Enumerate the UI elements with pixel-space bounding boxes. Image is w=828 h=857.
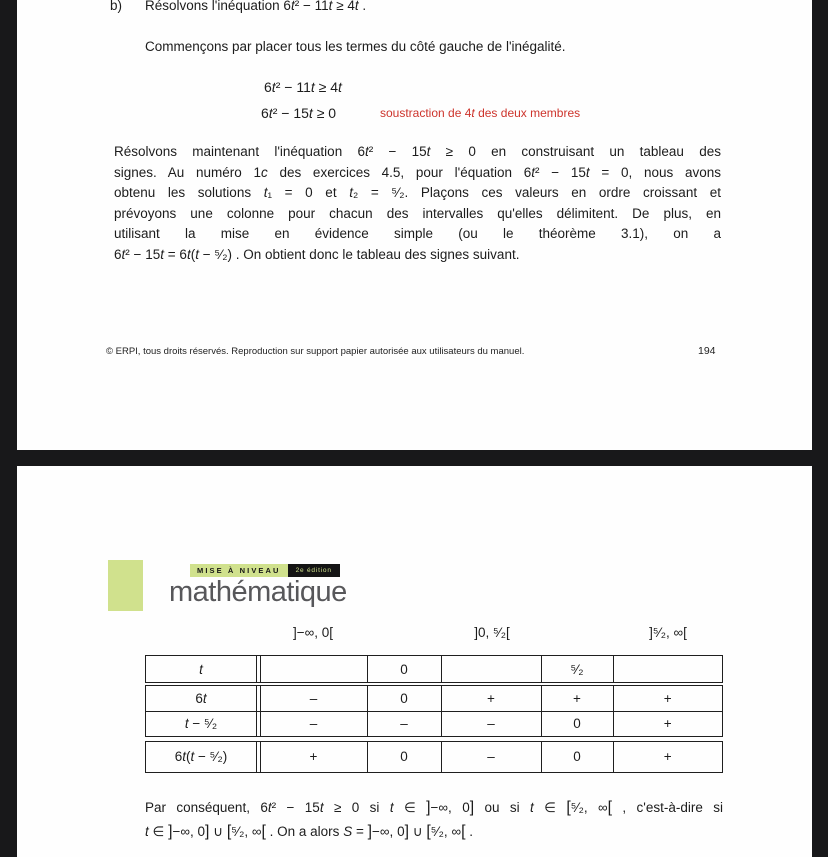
interval-header-row [145, 625, 723, 649]
sign-cell: + [613, 742, 723, 772]
text-segment: signes. Au numéro 1 [114, 164, 261, 180]
text-segment: prévoyons une colonne pour chacun des intervalles qu'elles délimitent. De plus, en [114, 205, 721, 221]
sign-cell: 0 [541, 742, 613, 772]
paragraph-line [114, 183, 721, 204]
copyright-text: © ERPI, tous droits réservés. Reproduction sur support papier autorisée aux utilisateurs du manuel. [106, 346, 525, 357]
sign-table-row [145, 741, 723, 773]
interval-label: ]0, ⁵⁄₂[ [474, 625, 510, 640]
math-segment: 6t² − 15t = 6t(t − ⁵⁄₂) [114, 246, 233, 262]
sign-cell [260, 656, 367, 682]
math-segment: t ∈ ]−∞, 0] [389, 799, 475, 816]
equation-annotation [380, 105, 580, 122]
math-segment: 6t² − 11t ≥ 4t [264, 79, 342, 95]
text-segment: Résolvons l'inéquation [145, 0, 284, 13]
pdf-page-2 [17, 466, 812, 857]
text-segment: . On a alors [265, 824, 344, 839]
sign-cell: – [367, 712, 441, 736]
pdf-page-1 [17, 0, 812, 450]
math-segment: t − ⁵⁄₂ [184, 716, 218, 732]
math-segment: S = ]−∞, 0] ∪ [⁵⁄₂, ∞[ [343, 823, 466, 840]
interval-label: ]⁵⁄₂, ∞[ [649, 625, 687, 640]
math-segment: t₁ = 0 [263, 185, 313, 200]
sign-cell: – [260, 712, 367, 736]
intro-line [145, 0, 366, 16]
math-segment: 6t² − 15t ≥ 0 [260, 800, 360, 815]
sign-cell: 0 [541, 712, 613, 736]
logo-title: mathématique [169, 576, 347, 608]
logo-edition-badge: 2e édition [288, 564, 340, 577]
paragraph-line [145, 820, 723, 844]
math-segment: 4t [464, 106, 475, 120]
text-segment: des deux membres [474, 106, 581, 120]
row-label [146, 686, 257, 711]
sign-table [145, 655, 723, 773]
paragraph-line [145, 796, 723, 820]
sign-cell: + [441, 686, 541, 711]
sign-table-row [145, 655, 723, 683]
sign-cell: ⁵⁄₂ [541, 656, 613, 682]
paragraph-conclusion [145, 796, 723, 844]
sign-table-row [145, 711, 723, 737]
sign-cell: 0 [367, 656, 441, 682]
text-segment: et [312, 185, 350, 200]
math-segment: t ∈ [⁵⁄₂, ∞[ [530, 799, 612, 816]
math-segment: t [199, 661, 203, 677]
row-label [146, 742, 257, 772]
sign-cell: + [613, 712, 723, 736]
math-segment: 6t [195, 691, 207, 706]
math-segment: c [260, 164, 268, 180]
sign-cell: 0 [367, 686, 441, 711]
paragraph-line [114, 224, 721, 245]
text-segment: Résolvons maintenant l'inéquation [114, 144, 358, 159]
sign-cell: – [260, 686, 367, 711]
page-number: 194 [698, 345, 716, 357]
logo-banner: MISE À NIVEAU [190, 564, 288, 577]
text-segment: utilisant la mise en évidence simple (ou le théorème 3.1), on a [114, 226, 721, 241]
equation-1 [264, 77, 342, 97]
math-segment: 6t² − 11t ≥ 4t [283, 0, 359, 13]
row-label [146, 712, 257, 736]
text-segment: ou si [474, 800, 530, 815]
sign-cell: + [260, 742, 367, 772]
paragraph-resolvons [114, 142, 721, 265]
item-label: b) [110, 0, 123, 13]
text-segment: obtenu les solutions [114, 185, 264, 200]
text-segment: en construisant un tableau des [475, 144, 721, 159]
text-segment: soustraction de [380, 106, 465, 120]
text-segment: . Plaçons ces valeurs en ordre croissant et [404, 185, 721, 200]
row-label [146, 656, 257, 682]
sign-cell: – [441, 712, 541, 736]
sign-cell: – [441, 742, 541, 772]
sign-cell: 0 [367, 742, 441, 772]
paragraph-line [114, 245, 721, 266]
math-segment: 6t² − 15t = 0 [523, 164, 629, 180]
sign-table-row [145, 685, 723, 712]
text-segment: . On obtient donc le tableau des signes suivant. [232, 246, 520, 262]
math-segment: 6t(t − ⁵⁄₂) [174, 749, 228, 765]
sign-cell: + [541, 686, 613, 711]
paragraph-line [114, 142, 721, 163]
equation-2 [261, 103, 336, 123]
sign-cell [441, 656, 541, 682]
math-segment: 6t² − 15t ≥ 0 [261, 105, 337, 121]
text-segment: Par conséquent, [145, 800, 261, 815]
text-segment: si [359, 800, 390, 815]
logo-green-square [108, 560, 143, 611]
paragraph-line [114, 204, 721, 225]
text-segment: . [358, 0, 367, 13]
paragraph-commencons: Commençons par placer tous les termes du côté gauche de l'inégalité. [145, 39, 566, 54]
text-segment: . [465, 824, 473, 839]
math-segment: t ∈ ]−∞, 0] ∪ [⁵⁄₂, ∞[ [145, 823, 266, 840]
text-segment: , nous avons [628, 164, 721, 180]
sign-cell: + [613, 686, 723, 711]
text-segment: des exercices 4.5, pour l'équation [267, 164, 524, 180]
intro-row [110, 0, 366, 16]
math-segment: t₂ = ⁵⁄₂ [349, 185, 405, 200]
math-segment: 6t² − 15t ≥ 0 [357, 144, 476, 159]
paragraph-line [114, 163, 721, 184]
interval-label: ]−∞, 0[ [292, 625, 334, 640]
sign-cell [613, 656, 723, 682]
text-segment: , c'est-à-dire si [612, 800, 723, 815]
